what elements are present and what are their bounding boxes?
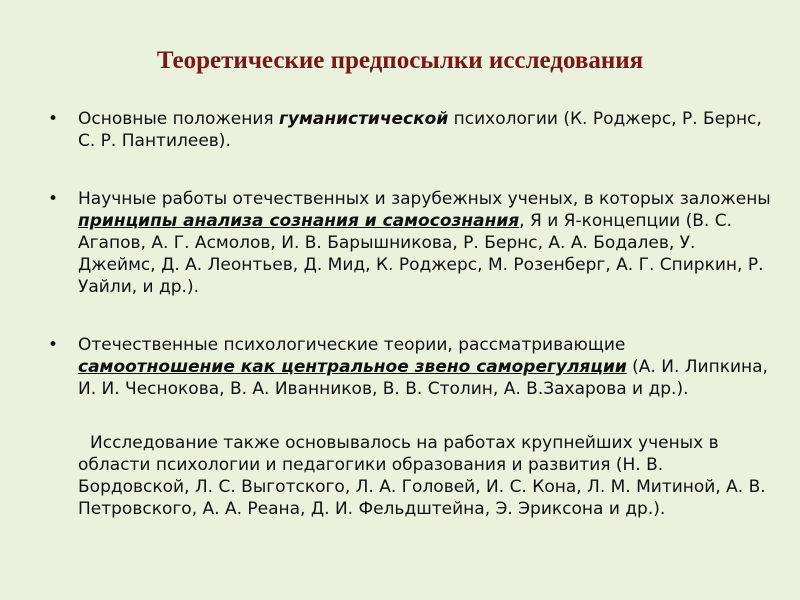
item-text: психологии (К. Роджерс, Р. Бернс, С. Р. Пантилеев).: [78, 109, 762, 151]
list-item: [48, 432, 778, 520]
list-item: [48, 334, 778, 400]
slide-content: [48, 108, 778, 520]
item-emphasis: самоотношение как центральное звено саморегуляции: [78, 357, 627, 377]
item-emphasis: гуманистической: [279, 109, 449, 129]
slide-title: Теоретические предпосылки исследования: [156, 47, 644, 74]
list-item: [48, 188, 778, 298]
list-item: [48, 108, 778, 152]
item-text: (А. И. Липкина, И. И. Чеснокова, В. А. Иванников, В. В. Столин, А. В.Захарова и др.).: [78, 357, 768, 399]
bullet-icon: •: [48, 335, 59, 355]
bullet-icon: •: [48, 189, 59, 209]
item-text: Основные положения: [78, 109, 280, 129]
item-text: Исследование также основывалось на работах крупнейших ученых в области психологии и педагогики образования и развития (Н. В. Бордовской, Л. С. Выготского, Л. А. Головей, И. С. Кона, Л. М. Митиной, А. В. Петровского, А. А. Реана, Д. И. Фельдштейна, Э. Эриксона и др.).: [78, 433, 766, 519]
bullet-icon: •: [48, 109, 59, 129]
item-text: Отечественные психологические теории, рассматривающие: [78, 335, 626, 355]
item-text: Научные работы отечественных и зарубежных ученых, в которых заложены: [78, 189, 771, 209]
item-text: , Я и Я-концепции (В. С. Агапов, А. Г. Асмолов, И. В. Барышникова, Р. Бернс, А. А. Бодалев, У. Джеймс, Д. А. Леонтьев, Д. Мид, К. Роджерс, М. Розенберг, А. Г. Спиркин, Р. Уайли, и др.).: [78, 211, 764, 297]
item-emphasis: принципы анализа сознания и самосознания: [78, 211, 520, 231]
